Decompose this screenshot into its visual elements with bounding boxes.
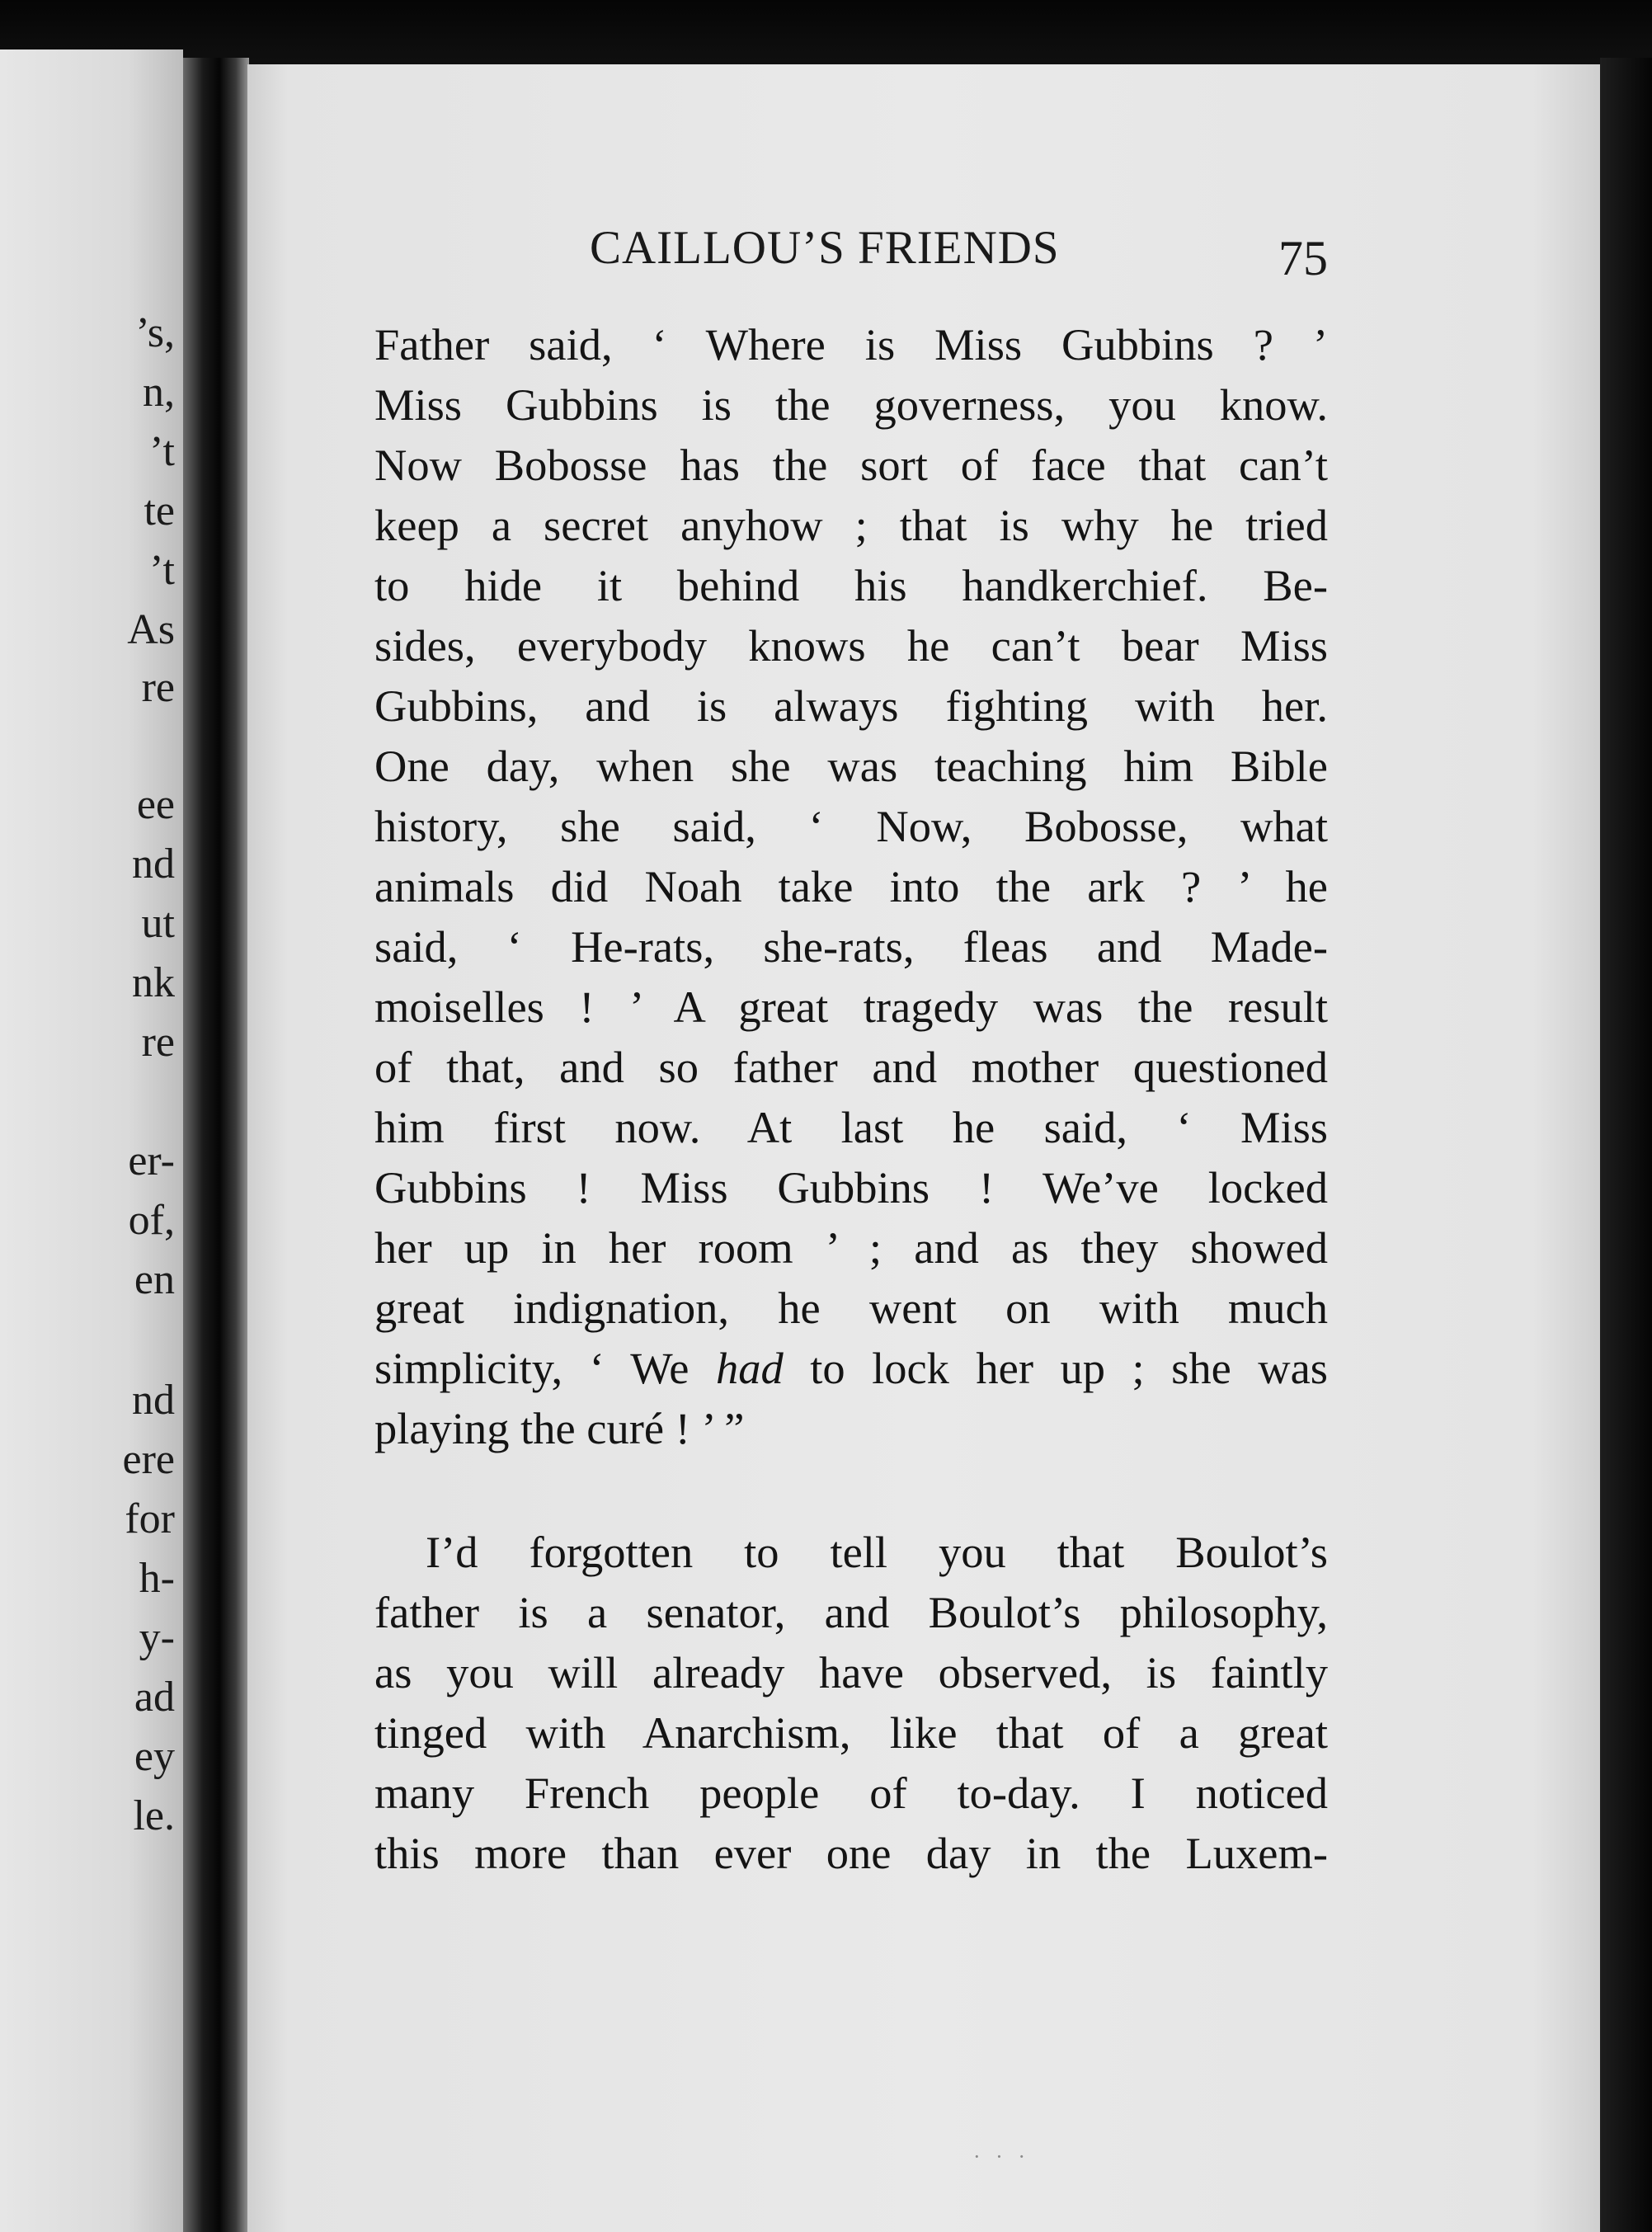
facing-page-text-fragment: re <box>141 1019 175 1066</box>
facing-page-text-fragment: ad <box>134 1674 175 1721</box>
scan-right-edge <box>1600 58 1652 2232</box>
facing-page-text-fragment: ere <box>122 1436 175 1483</box>
text-line: I’d forgotten to tell you that Boulot’s <box>426 1527 1328 1577</box>
paragraph-1 <box>374 314 1328 1458</box>
facing-page-text-fragment: nd <box>132 1377 175 1424</box>
text-line: sides, everybody knows he can’t bear Miss <box>374 620 1328 671</box>
text-line: this more than ever one day in the Luxem- <box>374 1828 1328 1878</box>
italic-emphasis: had <box>715 1343 784 1393</box>
text-line: One day, when she was teaching him Bible <box>374 741 1328 791</box>
facing-page-text-fragment: for <box>125 1495 175 1542</box>
facing-page-text-fragment: ee <box>136 781 175 828</box>
running-title: CAILLOU’S FRIENDS <box>590 222 1060 274</box>
text-line: great indignation, he went on with much <box>374 1283 1328 1333</box>
page-number: 75 <box>1278 231 1328 285</box>
text-line: father is a senator, and Boulot’s philosophy, <box>374 1587 1328 1637</box>
facing-page-text-fragment: nk <box>132 959 175 1006</box>
facing-page-text-fragment: le. <box>133 1792 175 1839</box>
facing-page-text-fragment: en <box>134 1256 175 1303</box>
text-run: simplicity, ‘ We <box>374 1343 716 1393</box>
text-line: him first now. At last he said, ‘ Miss <box>374 1102 1328 1152</box>
text-run: to lock her up ; she was <box>783 1343 1328 1393</box>
text-line: as you will already have observed, is faintly <box>374 1647 1328 1698</box>
text-line: playing the curé ! ’ ” <box>374 1403 745 1453</box>
facing-page-text-fragment: ’s, <box>135 309 175 356</box>
text-line: Now Bobosse has the sort of face that can’t <box>374 440 1328 490</box>
scan-specks: · · · <box>973 2145 1030 2168</box>
facing-page-text-fragment: ’t <box>149 547 175 594</box>
text-line: Miss Gubbins is the governess, you know. <box>374 379 1328 430</box>
facing-page-text-fragment: ut <box>141 900 175 947</box>
text-line: Father said, ‘ Where is Miss Gubbins ? ’ <box>374 319 1328 370</box>
facing-page-text-fragment: ’t <box>149 428 175 475</box>
text-line: many French people of to-day. I noticed <box>374 1768 1328 1818</box>
facing-page-text-fragment: of, <box>128 1197 175 1244</box>
text-line: her up in her room ’ ; and as they showed <box>374 1222 1328 1273</box>
facing-page-text-fragment: y- <box>139 1614 175 1661</box>
text-line: of that, and so father and mother questioned <box>374 1042 1328 1092</box>
text-line: tinged with Anarchism, like that of a great <box>374 1707 1328 1758</box>
text-line: to hide it behind his handkerchief. Be- <box>374 560 1328 610</box>
text-line: said, ‘ He-rats, she-rats, fleas and Made- <box>374 921 1328 972</box>
text-line: keep a secret anyhow ; that is why he tried <box>374 500 1328 550</box>
paragraph-2 <box>374 1522 1328 1883</box>
facing-page-fragment <box>0 49 183 2232</box>
facing-page-text-fragment: nd <box>132 841 175 888</box>
text-line: history, she said, ‘ Now, Bobosse, what <box>374 801 1328 851</box>
facing-page-text-fragment: te <box>144 487 175 534</box>
text-line: Gubbins, and is always fighting with her. <box>374 680 1328 731</box>
text-line: animals did Noah take into the ark ? ’ he <box>374 861 1328 911</box>
facing-page-text-fragment: er- <box>128 1137 175 1184</box>
text-line: Gubbins ! Miss Gubbins ! We’ve locked <box>374 1162 1328 1213</box>
facing-page-text-fragment: ey <box>134 1733 175 1780</box>
book-gutter <box>183 58 249 2232</box>
facing-page-text-fragment: As <box>127 606 175 653</box>
facing-page-text-fragment: re <box>141 664 175 711</box>
text-line-with-italic <box>374 1338 1328 1398</box>
facing-page-text-fragment: h- <box>139 1555 175 1602</box>
text-line: moiselles ! ’ A great tragedy was the result <box>374 982 1328 1032</box>
facing-page-text-fragment: n, <box>143 369 175 416</box>
